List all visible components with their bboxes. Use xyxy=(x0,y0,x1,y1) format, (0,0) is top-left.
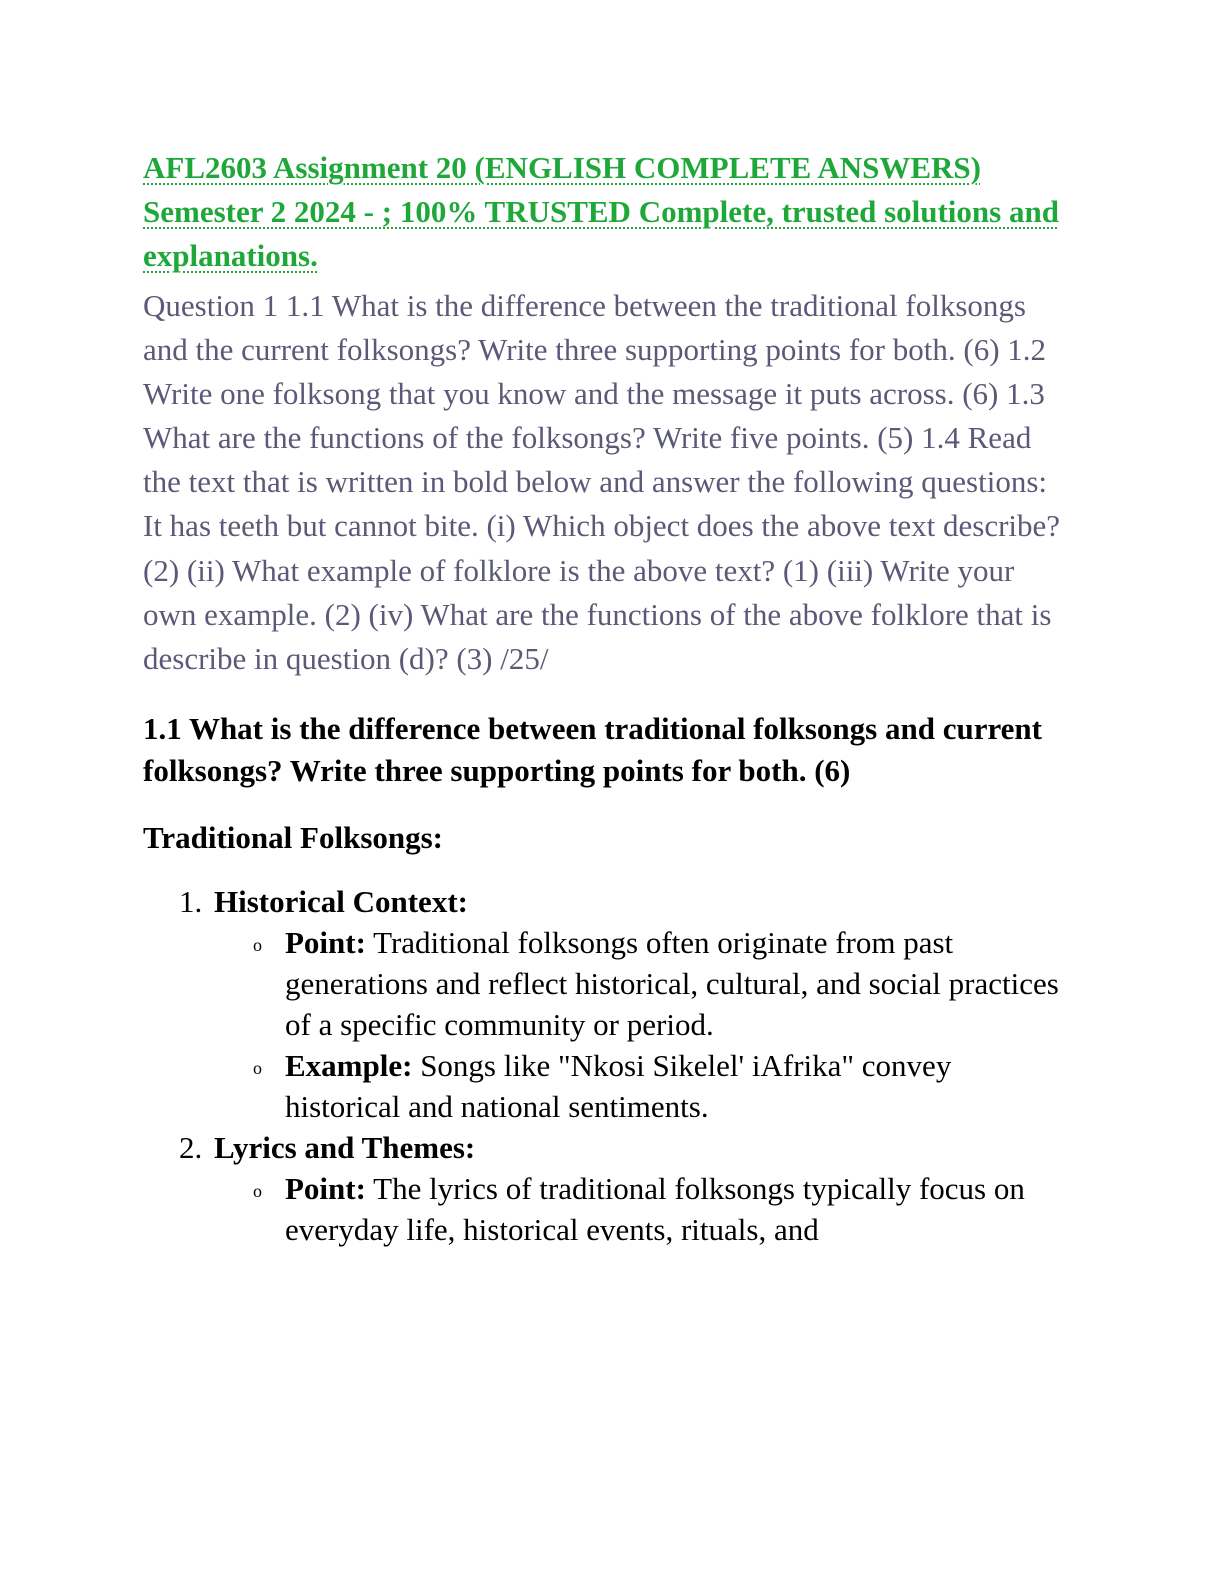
bullet-marker: o xyxy=(253,1180,262,1201)
bullet-marker: o xyxy=(253,934,262,955)
list-item-title: Lyrics and Themes: xyxy=(214,1129,476,1165)
bullet-text: The lyrics of traditional folksongs typically focus on everyday life, historical events, rituals, and xyxy=(285,1170,1025,1247)
bullet-text: Traditional folksongs often originate from past generations and reflect historical, cultural, and social practices of a specific community or period. xyxy=(285,924,1059,1042)
list-item-number: 2. xyxy=(179,1129,203,1165)
document-title-link[interactable]: AFL2603 Assignment 20 (ENGLISH COMPLETE ANSWERS) Semester 2 2024 - ; 100% TRUSTED Complete, trusted solutions and explanations. xyxy=(143,150,1059,273)
question-text: Question 1 1.1 What is the difference between the traditional folksongs and the current folksongs? Write three supporting points for both. (6) 1.2 Write one folksong that you know and the message it puts across. (6) 1.3 What are the functions of the folksongs? Write five points. (5) 1.4 Read the text that is written in bold below and answer the following questions: It has teeth but cannot bite. (i) Which object does the above text describe? (2) (ii) What example of folklore is the above text? (1) (iii) Write your own example. (2) (iv) What are the functions of the above folklore that is describe in question (d)? (3) /25/ xyxy=(143,288,1061,676)
document-title[interactable] xyxy=(143,146,1073,278)
bullet-item xyxy=(214,922,1073,1045)
list-item-number: 1. xyxy=(179,883,203,919)
numbered-list xyxy=(143,881,1073,1250)
bullet-lead: Point: xyxy=(285,1170,366,1206)
list-item-title: Historical Context: xyxy=(214,883,468,919)
list-item xyxy=(143,881,1073,1127)
subheading-traditional-folksongs: Traditional Folksongs: xyxy=(143,819,444,855)
section-heading: 1.1 What is the difference between traditional folksongs and current folksongs? Write three supporting points for both. (6) xyxy=(143,710,1042,788)
list-item xyxy=(143,1127,1073,1250)
document-page xyxy=(143,146,1073,1250)
bullet-item xyxy=(214,1168,1073,1250)
bullet-marker: o xyxy=(253,1057,262,1078)
bullet-list xyxy=(214,922,1073,1127)
bullet-lead: Example: xyxy=(285,1047,413,1083)
bullet-text: Songs like "Nkosi Sikelel' iAfrika" convey historical and national sentiments. xyxy=(285,1047,952,1124)
bullet-item xyxy=(214,1045,1073,1127)
bullet-list xyxy=(214,1168,1073,1250)
bullet-lead: Point: xyxy=(285,924,366,960)
